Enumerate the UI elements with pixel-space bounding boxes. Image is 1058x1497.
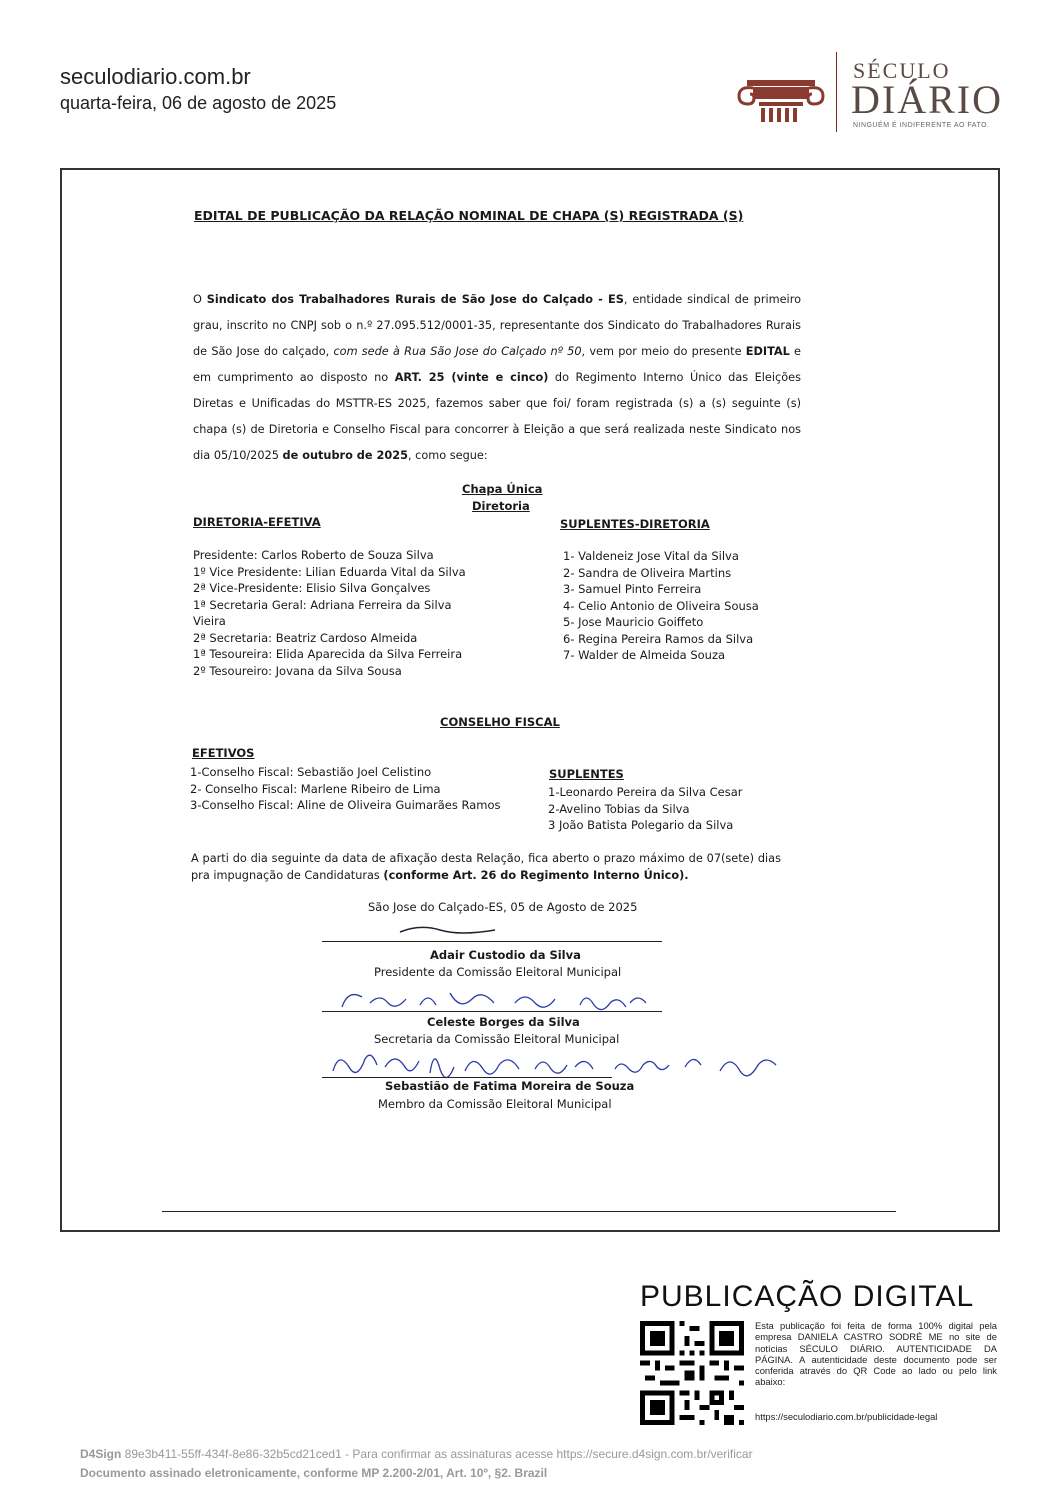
list-item: 4- Celio Antonio de Oliveira Sousa [563, 598, 759, 613]
logo-tagline: NINGUÉM É INDIFERENTE AO FATO. [853, 122, 990, 129]
logo-word-diario: DIÁRIO [851, 77, 1003, 122]
list-item: 3-Conselho Fiscal: Aline de Oliveira Guimarães Ramos [190, 798, 501, 812]
suplentes-cf-list [548, 784, 742, 834]
intro-part: , vem por meio do presente [581, 345, 746, 358]
list-item: 1-Leonardo Pereira da Silva Cesar [548, 785, 743, 799]
closing-text: A parti do dia seguinte da data de afixação desta Relação, fica aberto o prazo máximo de 07(sete) dias pra impugnação de Candidaturas [191, 852, 781, 882]
place-date: São Jose do Calçado-ES, 05 de Agosto de 2025 [368, 900, 638, 914]
intro-sindicato: Sindicato dos Trabalhadores Rurais de São Jose do Calçado - ES [206, 293, 624, 306]
intro-part: O [193, 293, 207, 306]
list-item: 1ª Secretaria Geral: Adriana Ferreira da Silva [193, 597, 452, 612]
intro-paragraph [193, 287, 801, 469]
diretoria-heading: DIRETORIA-EFETIVA [193, 515, 321, 529]
diretoria-list [193, 547, 466, 679]
intro-part: do Regimento Interno Único das Eleições Diretas e Unificadas do MSTTR-ES 2025, fazemos saber que foi/ foram registrada (s) a (s) seguinte (s) chapa (s) de Diretoria e Conselho Fiscal para concorrer à Eleição a que será realizada neste Sindicato nos dia 05/10/2025 [193, 371, 801, 462]
column-capital-icon [733, 66, 829, 126]
suplentes-diretoria-list [563, 548, 759, 664]
suplentes-cf-heading: SUPLENTES [549, 767, 624, 781]
d4sign-brand: D4Sign [80, 1447, 122, 1461]
list-item: 1º Vice Presidente: Lilian Eduarda Vital da Silva [193, 564, 466, 579]
signature-line-2 [322, 1011, 662, 1012]
list-item: 2ª Vice-Presidente: Elisio Silva Gonçalves [193, 581, 431, 595]
list-item: 5- Jose Mauricio Goiffeto [563, 615, 704, 629]
logo-divider [836, 52, 837, 132]
chapa-subtitle: Diretoria [472, 499, 530, 513]
signer-name-3: Sebastião de Fatima Moreira de Souza [385, 1079, 635, 1093]
intro-edital: EDITAL [745, 345, 790, 358]
list-item: 2º Tesoureiro: Jovana da Silva Sousa [193, 663, 402, 678]
signature-line-1 [322, 941, 662, 942]
signer-role-3: Membro da Comissão Eleitoral Municipal [378, 1097, 612, 1111]
signature-scribble-1 [395, 918, 505, 940]
signer-name-2: Celeste Borges da Silva [427, 1015, 580, 1029]
intro-part: , como segue: [407, 449, 488, 462]
publication-text: Esta publicação foi feita de forma 100% digital pela empresa DANIELA CASTRO SODRÉ ME no site de notícias SÉCULO DIÁRIO. AUTENTICIDADE DA PÁGINA. A autenticidade deste documento pode ser conferida através do QR Code ao lado ou pelo link abaixo: [755, 1320, 997, 1388]
d4sign-verify-text[interactable]: 89e3b411-55ff-434f-8e86-32b5cd21ced1 - Para confirmar as assinaturas acesse https://secure.d4sign.com.br/verificar [121, 1447, 753, 1461]
seculo-diario-logo[interactable] [733, 52, 1003, 134]
list-item: 1ª Tesoureira: Elida Aparecida da Silva Ferreira [193, 647, 463, 661]
document-bottom-rule [162, 1211, 896, 1212]
signature-notice: Documento assinado eletronicamente, conforme MP 2.200-2/01, Art. 10º, §2. Brazil [80, 1466, 548, 1480]
efetivos-list [190, 764, 501, 814]
list-item: 1-Conselho Fiscal: Sebastião Joel Celistino [190, 765, 432, 779]
logo-word-seculo: SÉCULO [853, 58, 951, 83]
list-item: 3- Samuel Pinto Ferreira [563, 582, 702, 596]
suplentes-diretoria-heading: SUPLENTES-DIRETORIA [560, 517, 710, 531]
list-item: 3 João Batista Polegario da Silva [548, 818, 734, 832]
signer-name-1: Adair Custodio da Silva [430, 948, 581, 962]
efetivos-heading: EFETIVOS [192, 746, 255, 760]
list-item: Presidente: Carlos Roberto de Souza Silva [193, 548, 434, 562]
publication-link[interactable]: https://seculodiario.com.br/publicidade-legal [755, 1411, 938, 1422]
chapa-title: Chapa Única [462, 482, 543, 496]
list-item: 2- Conselho Fiscal: Marlene Ribeiro de Lima [190, 781, 441, 796]
signature-line-3 [322, 1077, 612, 1078]
intro-date: de outubro de 2025 [282, 449, 408, 462]
intro-art25: ART. 25 (vinte e cinco) [394, 371, 549, 384]
list-item: 2- Sandra de Oliveira Martins [563, 565, 732, 580]
edital-title: EDITAL DE PUBLICAÇÃO DA RELAÇÃO NOMINAL DE CHAPA (S) REGISTRADA (S) [194, 208, 744, 223]
signer-role-1: Presidente da Comissão Eleitoral Municipal [374, 965, 622, 979]
intro-part: e em cumprimento ao disposto no [193, 345, 802, 384]
closing-art26: (conforme Art. 26 do Regimento Interno Único). [383, 869, 689, 882]
list-item: 2-Avelino Tobias da Silva [548, 801, 690, 816]
qr-code-icon[interactable] [640, 1321, 744, 1425]
intro-part: , entidade sindical de primeiro grau, inscrito no CNPJ sob o n.º 27.095.512/0001-35, representante dos Sindicato do Trabalhadores Rurais de São Jose do calçado, [193, 293, 801, 358]
site-url[interactable]: seculodiario.com.br [60, 64, 251, 89]
closing-paragraph [191, 850, 781, 884]
signer-role-2: Secretaria da Comissão Eleitoral Municipal [374, 1032, 620, 1046]
intro-sede: com sede à Rua São Jose do Calçado nº 50 [333, 345, 582, 358]
list-item: 2ª Secretaria: Beatriz Cardoso Almeida [193, 630, 418, 645]
list-item: 6- Regina Pereira Ramos da Silva [563, 631, 754, 646]
publication-date: quarta-feira, 06 de agosto de 2025 [60, 93, 337, 113]
conselho-fiscal-heading: CONSELHO FISCAL [440, 715, 560, 729]
list-item: 1- Valdeneiz Jose Vital da Silva [563, 549, 739, 563]
list-item: Vieira [193, 614, 226, 628]
d4sign-line [80, 1447, 753, 1461]
publication-title: PUBLICAÇÃO DIGITAL [640, 1280, 975, 1313]
list-item: 7- Walder de Almeida Souza [563, 648, 726, 662]
